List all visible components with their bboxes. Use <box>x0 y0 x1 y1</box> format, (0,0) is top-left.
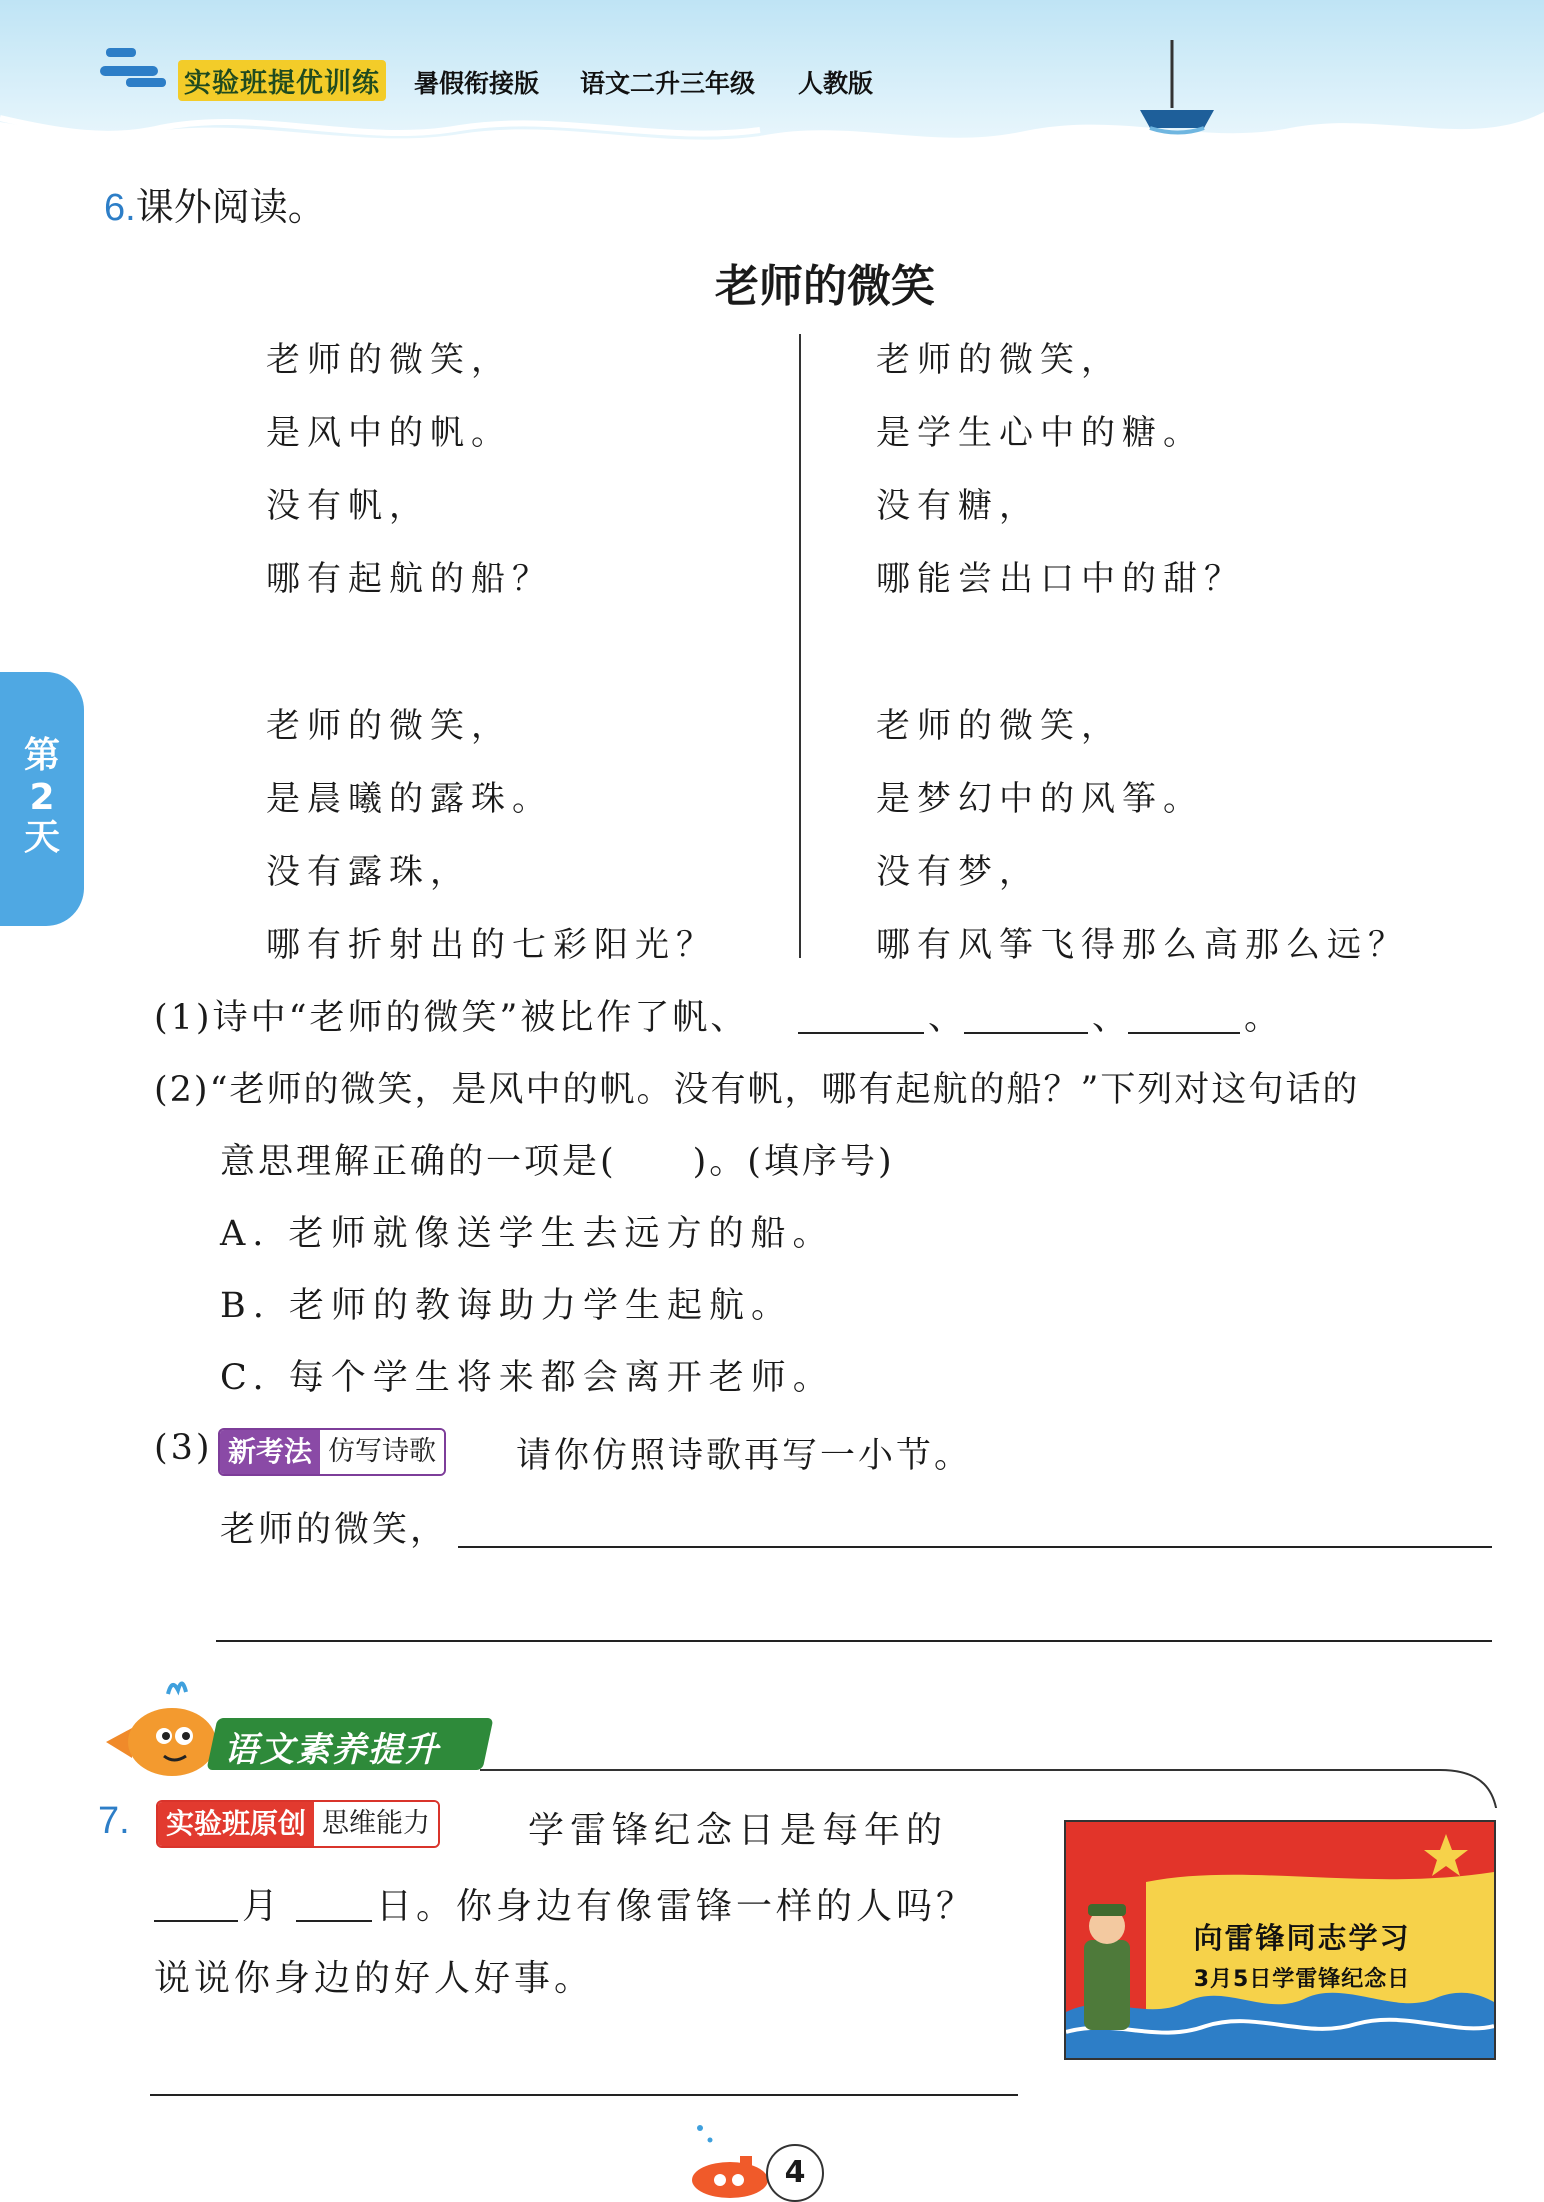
poem-line: 没有露珠， <box>266 852 471 892</box>
answer-line[interactable] <box>458 1546 1492 1548</box>
new-exam-badge <box>218 1428 446 1476</box>
poster-date: 3月5日学雷锋纪念日 <box>1193 1967 1411 1992</box>
submarine-icon <box>680 2118 780 2200</box>
blank-separator: 、 <box>1092 998 1131 1038</box>
answer-blank[interactable] <box>1128 1032 1240 1034</box>
question-7-text: 学雷锋纪念日是每年的 <box>528 1810 949 1851</box>
question-number: 7. <box>98 1800 130 1842</box>
side-tab-char: 第 <box>23 735 60 776</box>
question-7-text-cont: 日。你身边有像雷锋一样的人吗？ <box>376 1886 977 1927</box>
poem-line: 是学生心中的糖。 <box>876 413 1204 453</box>
question-7-text-end: 说说你身边的好人好事。 <box>154 1958 595 1999</box>
header-grade: 语文二升三年级 <box>580 69 756 98</box>
poem-line: 老师的微笑， <box>266 706 512 746</box>
poem-line: 没有梦， <box>876 852 1040 892</box>
day-blank[interactable] <box>296 1920 372 1922</box>
answer-line[interactable] <box>216 1640 1492 1642</box>
poster-slogan: 向雷锋同志学习 <box>1193 1921 1411 1955</box>
side-tab-char: 2 <box>29 777 55 818</box>
month-blank[interactable] <box>154 1920 238 1922</box>
poem-line: 哪能尝出口中的甜？ <box>876 559 1245 599</box>
badge-main: 新考法 <box>220 1430 320 1474</box>
header-edition: 暑假衔接版 <box>414 69 540 98</box>
badge-sub: 仿写诗歌 <box>320 1430 444 1474</box>
page-header <box>0 0 1544 150</box>
poem-line: 老师的微笑， <box>876 340 1122 380</box>
header-publisher: 人教版 <box>798 69 874 98</box>
sub-question-1: (1)诗中“老师的微笑”被比作了帆、 <box>154 998 749 1038</box>
sub-question-3-prefix: (3) <box>154 1428 213 1468</box>
day-side-tab <box>0 672 84 926</box>
poem-line: 是风中的帆。 <box>266 413 512 453</box>
badge-main: 实验班原创 <box>158 1802 314 1846</box>
sub-question-3: 请你仿照诗歌再写一小节。 <box>516 1436 973 1476</box>
poem-line: 哪有起航的船？ <box>266 559 553 599</box>
answer-prefix: 老师的微笑， <box>220 1510 449 1550</box>
option-a[interactable]: A. 老师就像送学生去远方的船。 <box>220 1214 835 1254</box>
section-title: 语文素养提升 <box>224 1730 440 1770</box>
poem-line: 老师的微笑， <box>876 706 1122 746</box>
poem-line: 是梦幻中的风筝。 <box>876 779 1204 819</box>
option-b[interactable]: B. 老师的教诲助力学生起航。 <box>220 1286 793 1326</box>
question-title: 课外阅读。 <box>135 185 326 229</box>
side-tab-char: 天 <box>23 817 60 858</box>
answer-line[interactable] <box>150 2094 1018 2096</box>
poem-line: 没有帆， <box>266 486 430 526</box>
section-border <box>480 1718 1520 1808</box>
original-badge <box>156 1800 440 1848</box>
sentence-end: 。 <box>1244 998 1283 1038</box>
lei-feng-poster <box>1064 1820 1496 2060</box>
sub-question-2: (2)“老师的微笑，是风中的帆。没有帆，哪有起航的船？”下列对这句话的 <box>154 1070 1360 1110</box>
month-label: 月 <box>242 1886 283 1927</box>
answer-blank[interactable] <box>964 1032 1088 1034</box>
badge-sub: 思维能力 <box>314 1802 438 1846</box>
option-c[interactable]: C. 每个学生将来都会离开老师。 <box>220 1358 835 1398</box>
answer-blank[interactable] <box>798 1032 924 1034</box>
blank-separator: 、 <box>928 998 967 1038</box>
poem-line: 没有糖， <box>876 486 1040 526</box>
sub-question-2-cont: 意思理解正确的一项是( )。(填序号) <box>220 1142 895 1182</box>
question-number: 6. <box>104 187 136 229</box>
poem-line: 哪有折射出的七彩阳光？ <box>266 925 717 965</box>
poem-line: 老师的微笑， <box>266 340 512 380</box>
poem-line: 是晨曦的露珠。 <box>266 779 553 819</box>
question-6-heading <box>104 176 326 231</box>
page-number: 4 <box>766 2144 824 2202</box>
sailboat-icon <box>1128 36 1228 136</box>
poem-divider <box>799 334 801 958</box>
poem-line: 哪有风筝飞得那么高那么远？ <box>876 925 1409 965</box>
brand-logo-icon <box>96 44 176 96</box>
header-brand: 实验班提优训练 <box>178 60 386 101</box>
poem-title: 老师的微笑 <box>715 261 935 312</box>
